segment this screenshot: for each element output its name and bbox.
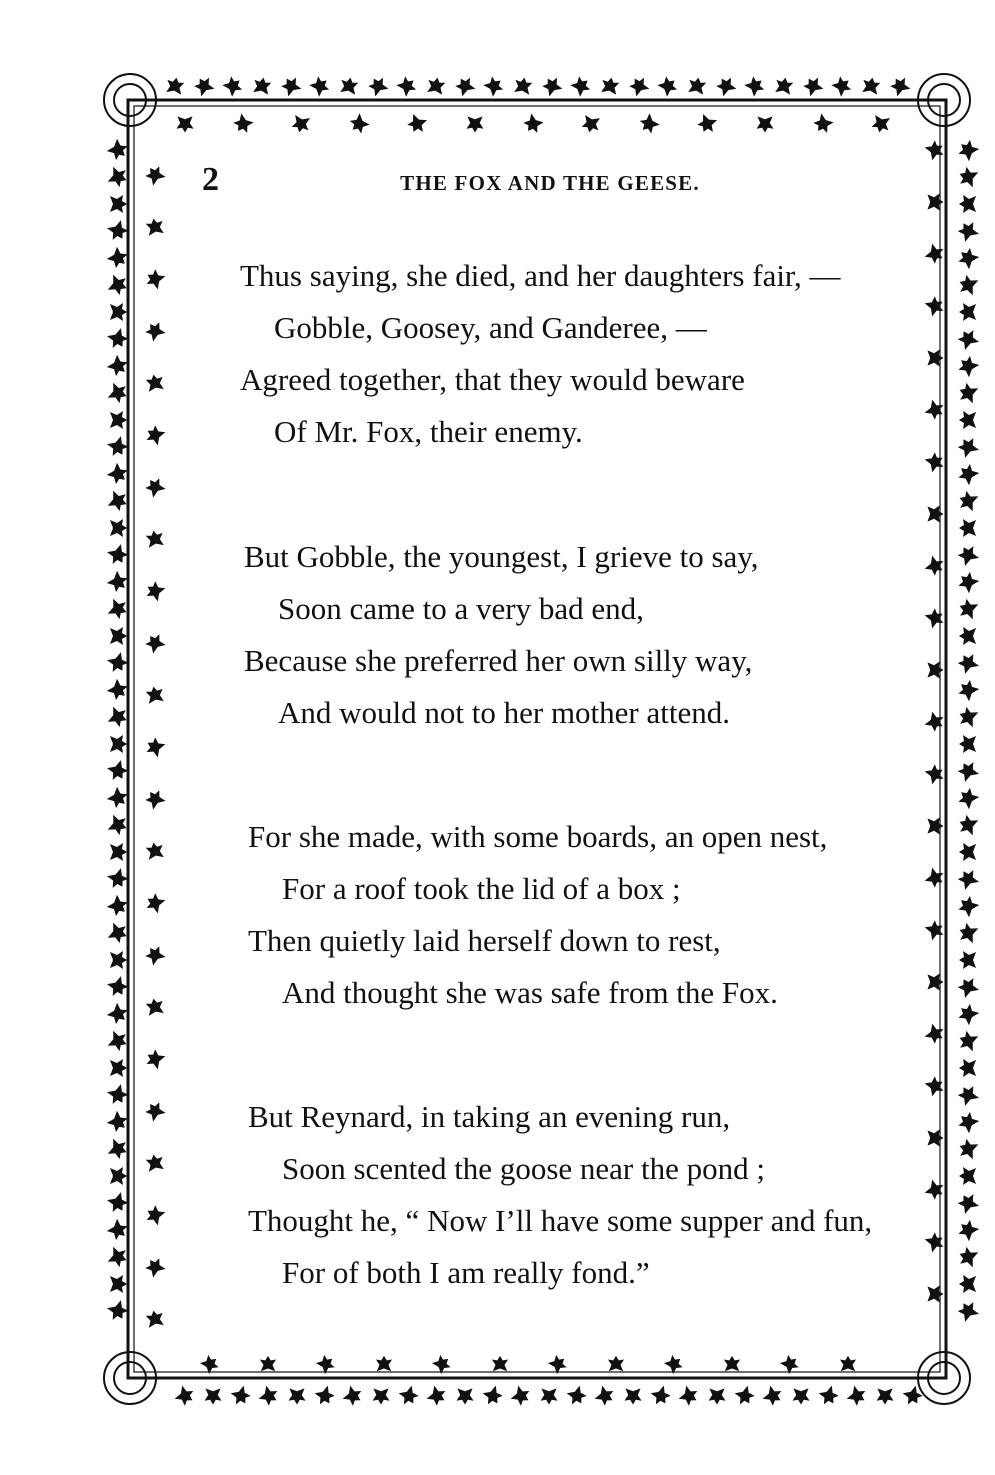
verse-line: Then quietly laid herself down to rest, [248, 923, 721, 958]
running-head: THE FOX AND THE GEESE. [400, 171, 700, 195]
verse-line: And would not to her mother attend. [278, 695, 730, 730]
verse-line: Gobble, Goosey, and Ganderee, — [274, 310, 707, 345]
page-number: 2 [202, 161, 219, 198]
verse-line: Of Mr. Fox, their enemy. [274, 414, 583, 449]
verse-line: But Reynard, in taking an evening run, [248, 1099, 731, 1134]
verse-line: Agreed together, that they would beware [240, 362, 745, 397]
verse-line: Soon scented the goose near the pond ; [282, 1151, 765, 1186]
verse-line: Soon came to a very bad end, [278, 591, 644, 626]
verse-line: Thought he, “ Now I’ll have some supper and fun, [248, 1203, 873, 1238]
verse-line: Thus saying, she died, and her daughters fair, — [240, 258, 841, 293]
verse-line: For of both I am really fond.” [282, 1255, 650, 1290]
verse-line: For she made, with some boards, an open nest, [248, 819, 828, 854]
verse-line: Because she preferred her own silly way, [244, 643, 753, 678]
verse-line: But Gobble, the youngest, I grieve to say, [244, 539, 759, 574]
verse-line: And thought she was safe from the Fox. [282, 975, 778, 1010]
verse-line: For a roof took the lid of a box ; [282, 871, 681, 906]
